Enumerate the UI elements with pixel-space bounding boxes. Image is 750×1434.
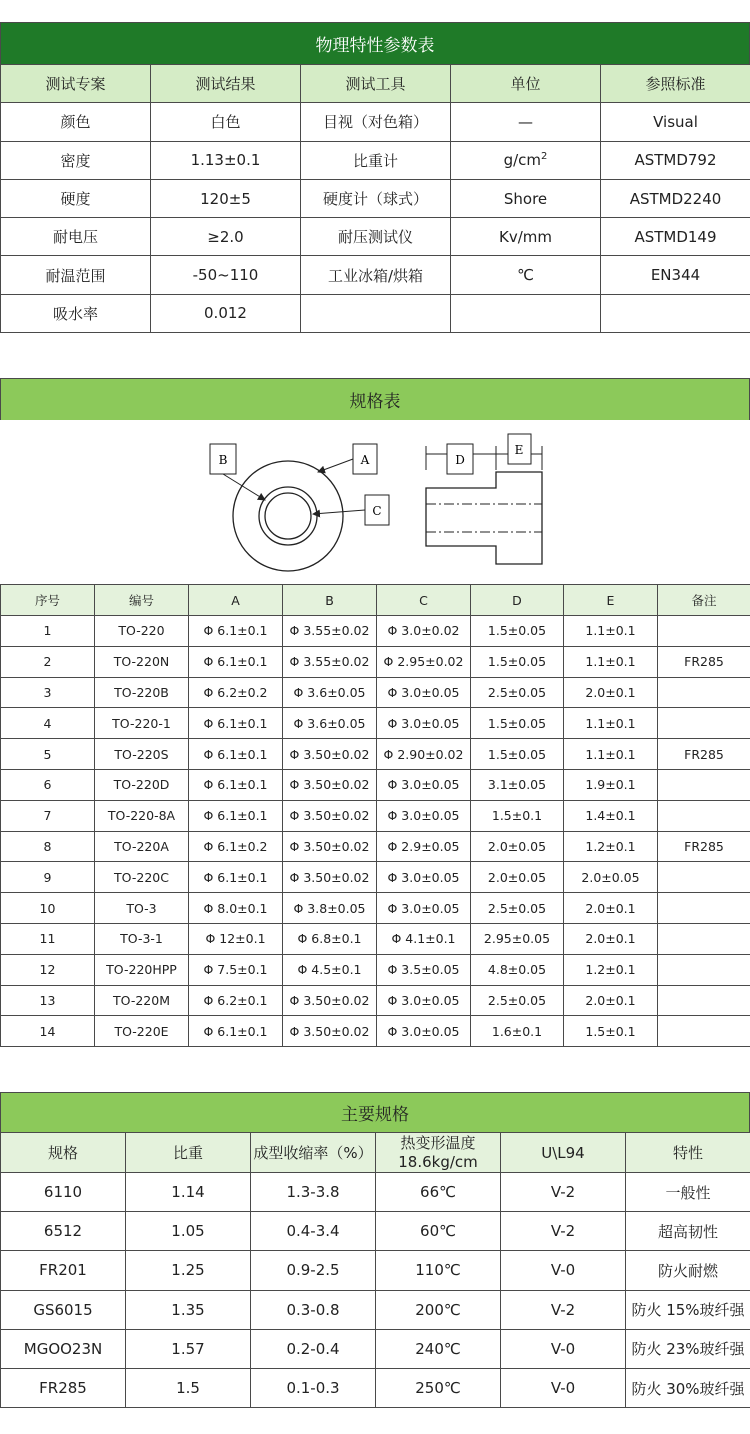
label-d: D (455, 453, 465, 467)
table-cell: 1.5 (126, 1368, 251, 1407)
table-cell: V-0 (501, 1368, 626, 1407)
spec-table (0, 584, 750, 1047)
table-cell: TO-3-1 (95, 923, 189, 954)
table-cell: TO-220C (95, 862, 189, 893)
table-row (1, 954, 750, 985)
table-row (1, 1290, 750, 1329)
table-cell: Φ 3.55±0.02 (283, 616, 377, 647)
column-header: 编号 (95, 585, 189, 616)
table-cell: 2 (1, 646, 95, 677)
table-cell: V-2 (501, 1290, 626, 1329)
table-cell (658, 800, 750, 831)
table-cell: Φ 6.2±0.2 (189, 677, 283, 708)
table-cell: Φ 3.0±0.05 (377, 862, 471, 893)
table-cell: Φ 2.95±0.02 (377, 646, 471, 677)
table-row (1, 218, 750, 256)
table-cell: 5 (1, 739, 95, 770)
table-cell: 0.1-0.3 (251, 1368, 376, 1407)
table-cell: 1.35 (126, 1290, 251, 1329)
table-cell: EN344 (601, 256, 750, 294)
table-cell: Φ 4.1±0.1 (377, 923, 471, 954)
table-cell: GS6015 (1, 1290, 126, 1329)
table-cell: 12 (1, 954, 95, 985)
table-cell: Φ 2.9±0.05 (377, 831, 471, 862)
table-cell: TO-220 (95, 616, 189, 647)
label-c: C (372, 504, 382, 518)
table-cell: 0.4-3.4 (251, 1212, 376, 1251)
table-cell: TO-220HPP (95, 954, 189, 985)
table-cell: 2.5±0.05 (471, 893, 564, 924)
table-cell: Φ 6.2±0.1 (189, 985, 283, 1016)
table-cell: 6512 (1, 1212, 126, 1251)
table-cell: 一般性 (626, 1173, 750, 1212)
table-cell: 2.5±0.05 (471, 677, 564, 708)
table-cell: Φ 6.8±0.1 (283, 923, 377, 954)
table-cell: Φ 3.0±0.05 (377, 893, 471, 924)
table-cell: 1.3-3.8 (251, 1173, 376, 1212)
ring-drawing (210, 444, 389, 571)
unit-superscript: 2 (541, 151, 548, 163)
table-cell: 1.14 (126, 1173, 251, 1212)
table-cell: 9 (1, 862, 95, 893)
table-row (1, 1212, 750, 1251)
table-cell: 颜色 (1, 103, 151, 141)
column-header: D (471, 585, 564, 616)
table-cell: 120±5 (151, 179, 301, 217)
table-cell: Φ 2.90±0.02 (377, 739, 471, 770)
column-header: 单位 (451, 65, 601, 103)
table-cell: 硬度 (1, 179, 151, 217)
table-cell: TO-220E (95, 1016, 189, 1047)
column-header: 测试结果 (151, 65, 301, 103)
table-cell: Visual (601, 103, 750, 141)
table-row (1, 294, 750, 332)
table-cell: 7 (1, 800, 95, 831)
table-cell: 0.012 (151, 294, 301, 332)
table-cell: 耐压测试仪 (301, 218, 451, 256)
table-row (1, 1368, 750, 1407)
column-header-line: 18.6kg/cm (398, 1152, 478, 1171)
table-cell: FR285 (658, 739, 750, 770)
table-row (1, 800, 750, 831)
table-cell: MGOO23N (1, 1329, 126, 1368)
table-row (1, 1329, 750, 1368)
table-cell: 6110 (1, 1173, 126, 1212)
table-cell: Φ 3.5±0.05 (377, 954, 471, 985)
table-row (1, 1016, 750, 1047)
physical-properties-section (0, 22, 750, 333)
table-row (1, 831, 750, 862)
table-row (1, 739, 750, 770)
table-cell: 白色 (151, 103, 301, 141)
table-row (1, 179, 750, 217)
table-cell: Shore (451, 179, 601, 217)
table-cell: 0.3-0.8 (251, 1290, 376, 1329)
table-cell: TO-3 (95, 893, 189, 924)
table-cell: ASTMD792 (601, 141, 750, 179)
table-cell: 1.2±0.1 (564, 954, 658, 985)
table-row (1, 103, 750, 141)
column-header: 规格 (1, 1133, 126, 1173)
table-cell: Φ 3.50±0.02 (283, 985, 377, 1016)
table-cell: 1 (1, 616, 95, 647)
table-cell: Φ 3.50±0.02 (283, 769, 377, 800)
main-specs-section (0, 1092, 750, 1408)
table-cell: 1.13±0.1 (151, 141, 301, 179)
table-cell: 200℃ (376, 1290, 501, 1329)
table-row (1, 923, 750, 954)
table-cell: 1.1±0.1 (564, 739, 658, 770)
column-header: 备注 (658, 585, 750, 616)
column-header: 特性 (626, 1133, 750, 1173)
table-cell: -50~110 (151, 256, 301, 294)
column-header: 参照标准 (601, 65, 750, 103)
table-cell: Φ 7.5±0.1 (189, 954, 283, 985)
table-cell: — (451, 103, 601, 141)
table-cell: TO-220A (95, 831, 189, 862)
table-cell: ℃ (451, 256, 601, 294)
table-row (1, 1173, 750, 1212)
table-cell: Φ 6.1±0.1 (189, 800, 283, 831)
table-cell: ASTMD149 (601, 218, 750, 256)
table-cell (658, 954, 750, 985)
table-cell: 2.0±0.1 (564, 893, 658, 924)
table-cell: Φ 8.0±0.1 (189, 893, 283, 924)
table-cell (601, 294, 750, 332)
table-cell: 250℃ (376, 1368, 501, 1407)
table-cell (451, 294, 601, 332)
table-cell: Φ 6.1±0.1 (189, 769, 283, 800)
table-cell: 4 (1, 708, 95, 739)
table-cell: 1.5±0.05 (471, 646, 564, 677)
table-cell: 耐温范围 (1, 256, 151, 294)
dimension-diagram (0, 420, 750, 584)
main-specs-title: 主要规格 (0, 1092, 750, 1132)
column-header-line: 热变形温度 (400, 1133, 476, 1152)
table-header-row (1, 1133, 750, 1173)
table-cell: Φ 3.0±0.05 (377, 800, 471, 831)
table-cell: 目视（对色箱） (301, 103, 451, 141)
column-header: 序号 (1, 585, 95, 616)
column-header: A (189, 585, 283, 616)
table-cell (658, 985, 750, 1016)
table-cell: 2.95±0.05 (471, 923, 564, 954)
table-cell: 1.1±0.1 (564, 708, 658, 739)
table-cell: TO-220-8A (95, 800, 189, 831)
table-cell: 3.1±0.05 (471, 769, 564, 800)
table-cell: Φ 3.50±0.02 (283, 862, 377, 893)
table-cell: TO-220M (95, 985, 189, 1016)
table-cell: 4.8±0.05 (471, 954, 564, 985)
table-cell (658, 1016, 750, 1047)
main-specs-table (0, 1132, 750, 1408)
column-header (376, 1133, 501, 1173)
table-cell: Φ 6.1±0.1 (189, 646, 283, 677)
table-cell: V-0 (501, 1251, 626, 1290)
table-cell: 1.5±0.1 (564, 1016, 658, 1047)
table-cell: 1.6±0.1 (471, 1016, 564, 1047)
side-view-drawing (426, 434, 542, 564)
table-cell: FR201 (1, 1251, 126, 1290)
table-row (1, 256, 750, 294)
table-header-row (1, 585, 750, 616)
table-cell: 防火 23%玻纤强 (626, 1329, 750, 1368)
label-b: B (218, 453, 228, 467)
table-cell: ASTMD2240 (601, 179, 750, 217)
table-row (1, 677, 750, 708)
table-cell: Φ 3.50±0.02 (283, 1016, 377, 1047)
table-cell: 1.4±0.1 (564, 800, 658, 831)
column-header: E (564, 585, 658, 616)
table-cell: ≥2.0 (151, 218, 301, 256)
column-header: 测试专案 (1, 65, 151, 103)
table-cell: FR285 (1, 1368, 126, 1407)
column-header: 成型收缩率（%） (251, 1133, 376, 1173)
table-cell: 超高韧性 (626, 1212, 750, 1251)
table-cell: V-2 (501, 1173, 626, 1212)
table-cell: V-2 (501, 1212, 626, 1251)
table-row (1, 769, 750, 800)
table-cell: 110℃ (376, 1251, 501, 1290)
table-cell: TO-220-1 (95, 708, 189, 739)
table-row (1, 708, 750, 739)
table-cell: 2.0±0.05 (471, 862, 564, 893)
table-cell: Φ 4.5±0.1 (283, 954, 377, 985)
table-header-row (1, 65, 750, 103)
table-cell: 1.1±0.1 (564, 616, 658, 647)
table-cell: 2.0±0.1 (564, 677, 658, 708)
table-cell: 防火耐燃 (626, 1251, 750, 1290)
table-cell: Φ 3.0±0.05 (377, 769, 471, 800)
table-cell: 密度 (1, 141, 151, 179)
table-cell: 2.0±0.1 (564, 985, 658, 1016)
table-cell: 1.05 (126, 1212, 251, 1251)
table-cell (301, 294, 451, 332)
table-cell: 1.2±0.1 (564, 831, 658, 862)
table-cell: FR285 (658, 831, 750, 862)
table-cell: Kv/mm (451, 218, 601, 256)
table-cell: V-0 (501, 1329, 626, 1368)
table-cell (658, 923, 750, 954)
table-cell: 10 (1, 893, 95, 924)
table-cell: 2.5±0.05 (471, 985, 564, 1016)
column-header: 测试工具 (301, 65, 451, 103)
table-row (1, 985, 750, 1016)
table-cell: 比重计 (301, 141, 451, 179)
table-cell (658, 708, 750, 739)
table-cell: Φ 6.1±0.1 (189, 708, 283, 739)
table-cell: Φ 3.50±0.02 (283, 831, 377, 862)
table-cell: 3 (1, 677, 95, 708)
table-cell: 1.25 (126, 1251, 251, 1290)
table-cell: 1.5±0.1 (471, 800, 564, 831)
table-cell: Φ 6.1±0.1 (189, 1016, 283, 1047)
table-cell: Φ 6.1±0.1 (189, 739, 283, 770)
table-cell: $g/cm^2$ (451, 141, 601, 179)
table-cell: 吸水率 (1, 294, 151, 332)
table-cell: FR285 (658, 646, 750, 677)
table-cell: 防火 15%玻纤强 (626, 1290, 750, 1329)
table-cell: Φ 3.0±0.05 (377, 677, 471, 708)
table-cell: Φ 6.1±0.2 (189, 831, 283, 862)
table-cell: Φ 12±0.1 (189, 923, 283, 954)
table-cell: Φ 6.1±0.1 (189, 862, 283, 893)
table-cell (658, 893, 750, 924)
table-cell: TO-220D (95, 769, 189, 800)
table-cell: 6 (1, 769, 95, 800)
table-cell: Φ 6.1±0.1 (189, 616, 283, 647)
table-cell: 1.57 (126, 1329, 251, 1368)
spec-section (0, 378, 750, 420)
table-cell: 2.0±0.1 (564, 923, 658, 954)
table-cell: Φ 3.6±0.05 (283, 708, 377, 739)
table-cell: 66℃ (376, 1173, 501, 1212)
column-header: 比重 (126, 1133, 251, 1173)
table-cell: 工业冰箱/烘箱 (301, 256, 451, 294)
table-cell: Φ 3.0±0.05 (377, 985, 471, 1016)
table-cell: Φ 3.55±0.02 (283, 646, 377, 677)
label-e: E (514, 443, 524, 457)
table-cell: 防火 30%玻纤强 (626, 1368, 750, 1407)
table-cell: 11 (1, 923, 95, 954)
table-cell: 0.2-0.4 (251, 1329, 376, 1368)
table-cell: TO-220B (95, 677, 189, 708)
column-header: B (283, 585, 377, 616)
table-row (1, 141, 750, 179)
table-cell: 1.1±0.1 (564, 646, 658, 677)
table-cell: 14 (1, 1016, 95, 1047)
column-header: U\L94 (501, 1133, 626, 1173)
table-row (1, 616, 750, 647)
table-row (1, 862, 750, 893)
spec-title: 规格表 (0, 378, 750, 420)
table-cell (658, 862, 750, 893)
table-cell: 2.0±0.05 (471, 831, 564, 862)
table-cell: 60℃ (376, 1212, 501, 1251)
table-cell: 1.5±0.05 (471, 739, 564, 770)
table-cell: 耐电压 (1, 218, 151, 256)
table-cell (658, 677, 750, 708)
table-row (1, 893, 750, 924)
table-cell: 1.5±0.05 (471, 616, 564, 647)
column-header: C (377, 585, 471, 616)
table-row (1, 646, 750, 677)
table-cell (658, 769, 750, 800)
physical-properties-table (0, 64, 750, 333)
table-cell: TO-220N (95, 646, 189, 677)
table-cell: Φ 3.8±0.05 (283, 893, 377, 924)
table-cell: 240℃ (376, 1329, 501, 1368)
table-cell: 2.0±0.05 (564, 862, 658, 893)
table-cell: TO-220S (95, 739, 189, 770)
table-cell: 8 (1, 831, 95, 862)
physical-properties-title: 物理特性参数表 (0, 22, 750, 64)
table-cell: Φ 3.50±0.02 (283, 800, 377, 831)
table-cell: Φ 3.50±0.02 (283, 739, 377, 770)
table-cell: Φ 3.0±0.05 (377, 708, 471, 739)
table-row (1, 1251, 750, 1290)
label-a: A (360, 453, 370, 467)
table-cell (658, 616, 750, 647)
table-cell: 硬度计（球式） (301, 179, 451, 217)
table-cell: Φ 3.0±0.02 (377, 616, 471, 647)
table-cell: Φ 3.6±0.05 (283, 677, 377, 708)
table-cell: 0.9-2.5 (251, 1251, 376, 1290)
table-cell: 13 (1, 985, 95, 1016)
table-cell: 1.5±0.05 (471, 708, 564, 739)
table-cell: 1.9±0.1 (564, 769, 658, 800)
table-cell: Φ 3.0±0.05 (377, 1016, 471, 1047)
